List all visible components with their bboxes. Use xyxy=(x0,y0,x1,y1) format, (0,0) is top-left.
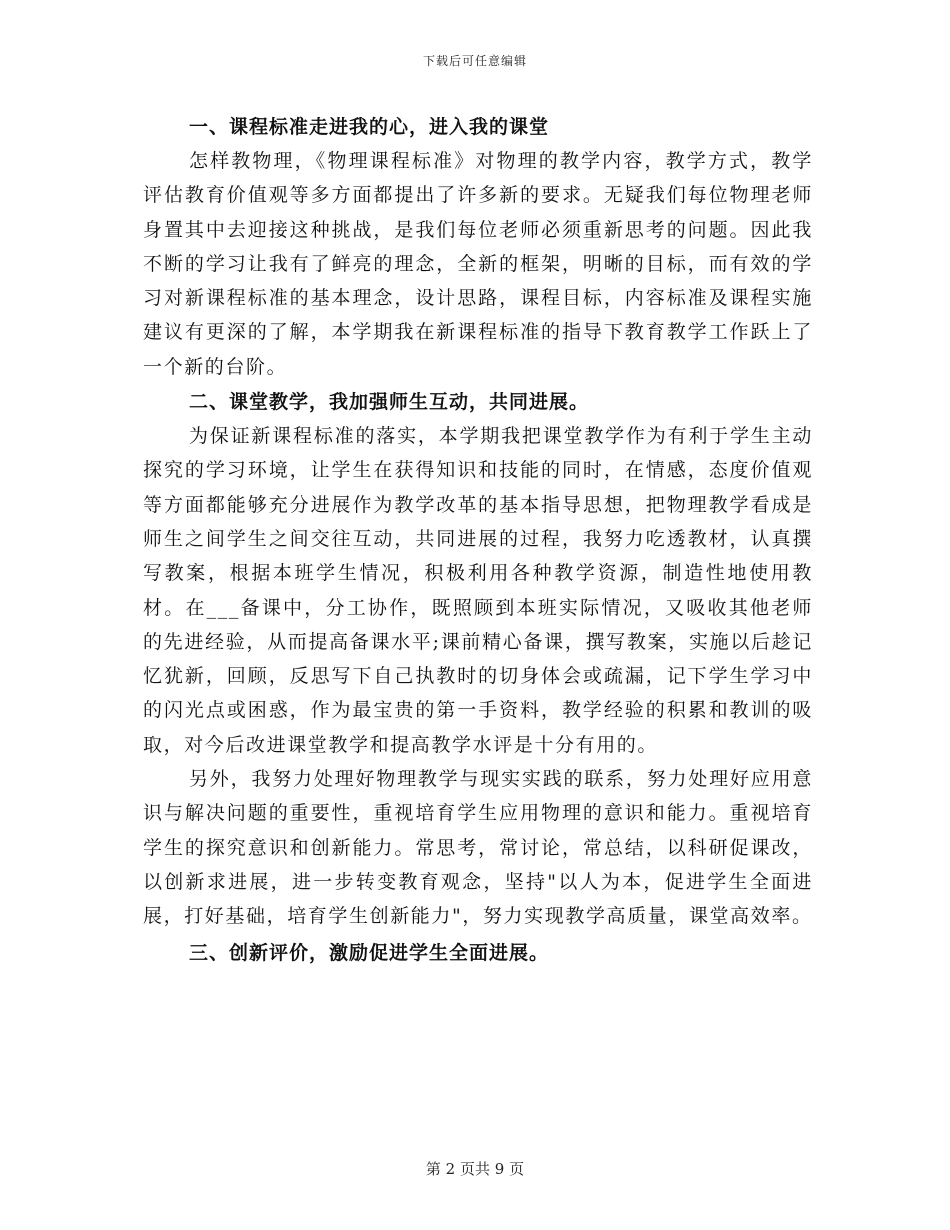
section-2-paragraph-2: 另外，我努力处理好物理教学与现实实践的联系，努力处理好应用意识与解决问题的重要性，重视培育学生应用物理的意识和能力。重视培育学生的探究意识和创新能力。常思考，常讨论，常总结，以科研促课改，以创新求进展，进一步转变教育观念，坚持"以人为本，促进学生全面进展，打好基础，培育学生创新能力"，努力实现教学高质量，课堂高效率。 xyxy=(143,768,813,928)
document-body xyxy=(143,110,813,970)
section-heading-2: 二、课堂教学，我加强师生互动，共同进展。 xyxy=(189,391,590,414)
section-1-paragraph-1: 怎样教物理，《物理课程标准》对物理的教学内容，教学方式，教学评估教育价值观等多方面都提出了许多新的要求。无疑我们每位物理老师身置其中去迎接这种挑战，是我们每位老师必须重新思考的问题。因此我不断的学习让我有了鲜亮的理念，全新的框架，明晰的目标，而有效的学习对新课程标准的基本理念，设计思路，课程目标，内容标准及课程实施建议有更深的了解，本学期我在新课程标准的指导下教育教学工作跃上了一个新的台阶。 xyxy=(143,150,813,378)
page-header: 下载后可任意编辑 xyxy=(422,54,527,68)
section-heading-1: 一、课程标准走进我的心，进入我的课堂 xyxy=(189,116,550,138)
section-heading-3: 三、创新评价，激励促进学生全面进展。 xyxy=(189,941,550,964)
page-footer: 第 2 页共 9 页 xyxy=(425,1160,525,1178)
section-2-paragraph-1: 为保证新课程标准的落实，本学期我把课堂教学作为有利于学生主动探究的学习环境，让学生在获得知识和技能的同时，在情感，态度价值观等方面都能够充分进展作为教学改革的基本指导思想，把物理教学看成是师生之间学生之间交往互动，共同进展的过程，我努力吃透教材，认真撰写教案，根据本班学生情况，积极利用各种教学资源，制造性地使用教材。在___备课中，分工协作，既照顾到本班实际情况，又吸收其他老师的先进经验，从而提高备课水平;课前精心备课，撰写教案，实施以后趁记忆犹新，回顾，反思写下自己执教时的切身体会或疏漏，记下学生学习中的闪光点或困惑，作为最宝贵的第一手资料，教学经验的积累和教训的吸取，对今后改进课堂教学和提高教学水评是十分有用的。 xyxy=(143,425,813,756)
